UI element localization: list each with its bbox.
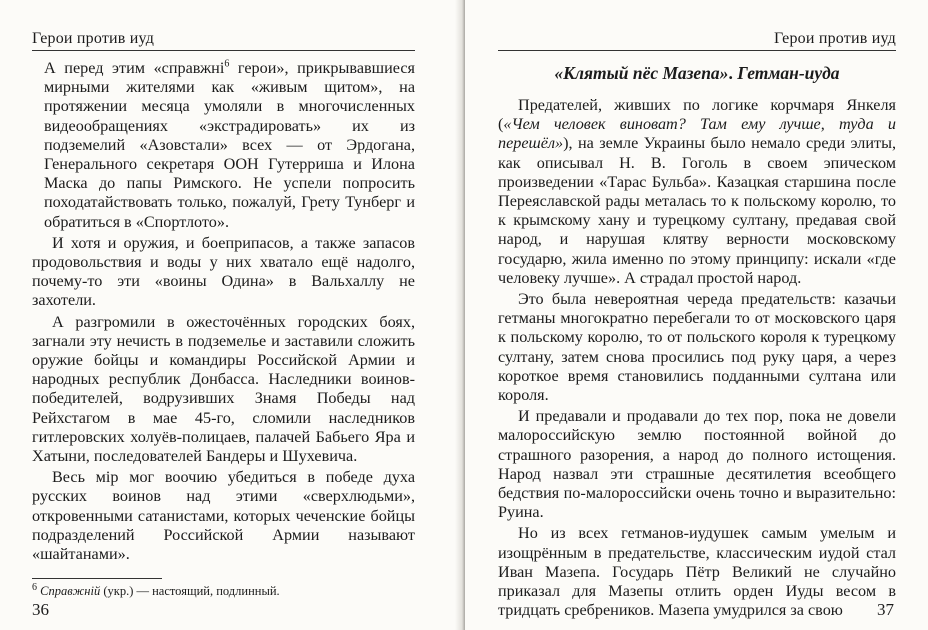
- footnote-marker: 6: [224, 58, 230, 70]
- footnote: $^6$ Справжній (укр.) — настоящий, подлинный.: [32, 582, 280, 599]
- left-page: [0, 0, 463, 630]
- paragraph: Предателей, живших по логике корчмаря Янкеля («Чем человек виноват? Там ему лучше, туда и перешёл»), на земле Украины было немало среди элиты, как описывал Н. В. Гоголь в своем эпическом произведении «Тарас Бульба». Казацкая старшина после Переяславской рады металась то к польскому королю, то к крымскому хану и турецкому султану, предавая свой народ, и нарушая клятву верности московскому государю, жила именно по этому принципу: искали «где человеку лучше». А страдал простой народ.: [498, 96, 896, 287]
- right-page-body: [498, 96, 896, 620]
- paragraph: И предавали и продавали до тех пор, пока не довели малороссийскую землю постоянной войной до страшного разорения, а народ до полного истощения. Народ назвал эти страшные десятилетия всеобщего бедствия по-малороссийски очень точно и выразительно: Руина.: [498, 407, 896, 522]
- paragraph: А разгромили в ожесточённых городских боях, загнали эту нечисть в подземелье и заставили сложить оружие бойцы и командиры Российской Армии и народных республик Донбасса. Наследники воинов-победителей, водрузивших Знамя Победы над Рейхстагом в мае 45-го, сломили наследников гитлеровских холуёв-полицаев, палачей Бабьего Яра и Хатыни, последователей Бандеры и Шухевича.: [32, 312, 415, 466]
- left-page-body: [32, 59, 415, 564]
- right-page: [465, 0, 928, 630]
- quote-italic: «Чем человек виноват? Там ему лучше, туда и перешёл»: [498, 115, 896, 153]
- paragraph: И хотя и оружия, и боеприпасов, а также запасов продовольствия и воды у них хватало ещё надолго, почему-то эти «воины Одина» в Вальхаллу не захотели.: [32, 233, 415, 310]
- page-number-left: 36: [32, 600, 49, 619]
- running-head-right: Герои против иуд: [498, 30, 896, 51]
- paragraph: Но из всех гетманов-иудушек самым умелым и изощрённым в предательстве, классическим иудой стал Иван Мазепа. Государь Пётр Великий не случайно приказал для Мазепы отлить орден Иуды весом в тридцать сребреников. Мазепа умудрился за свою: [498, 524, 896, 620]
- paragraph: Это была невероятная череда предательств: казачьи гетманы многократно перебегали то от московского царя к польскому королю, то от польского короля к турецкому султану, затем снова просились под руку царя, а через короткое время становились подданными султана или короля.: [498, 290, 896, 405]
- paragraph: А перед этим «справжні$^6$ герои», прикрывавшиеся мирными жителями как «живым щитом», на протяжении месяца умоляли в многочисленных видеообращениях «экстрадировать» их из подземелий «Азовстали» всех — от Эрдогана, Генерального секретаря ООН Гутерриша и Илона Маска до папы Римского. Не успели попросить походатайствовать только, пожалуй, Грету Тунберг и обратиться в «Спортлото».: [44, 58, 415, 231]
- chapter-title: «Клятый пёс Мазепа». Гетман-иуда: [554, 63, 840, 83]
- running-head-left: Герои против иуд: [32, 30, 415, 51]
- footnote-rule: [32, 578, 162, 579]
- page-number-right: 37: [877, 600, 894, 619]
- paragraph: Весь міp мог воочию убедиться в победе духа русских воинов над этими «сверхлюдьми», откровенными сатанистами, которых чеченские бойцы подразделений Российской Армии называют «шайтанами».: [32, 468, 415, 564]
